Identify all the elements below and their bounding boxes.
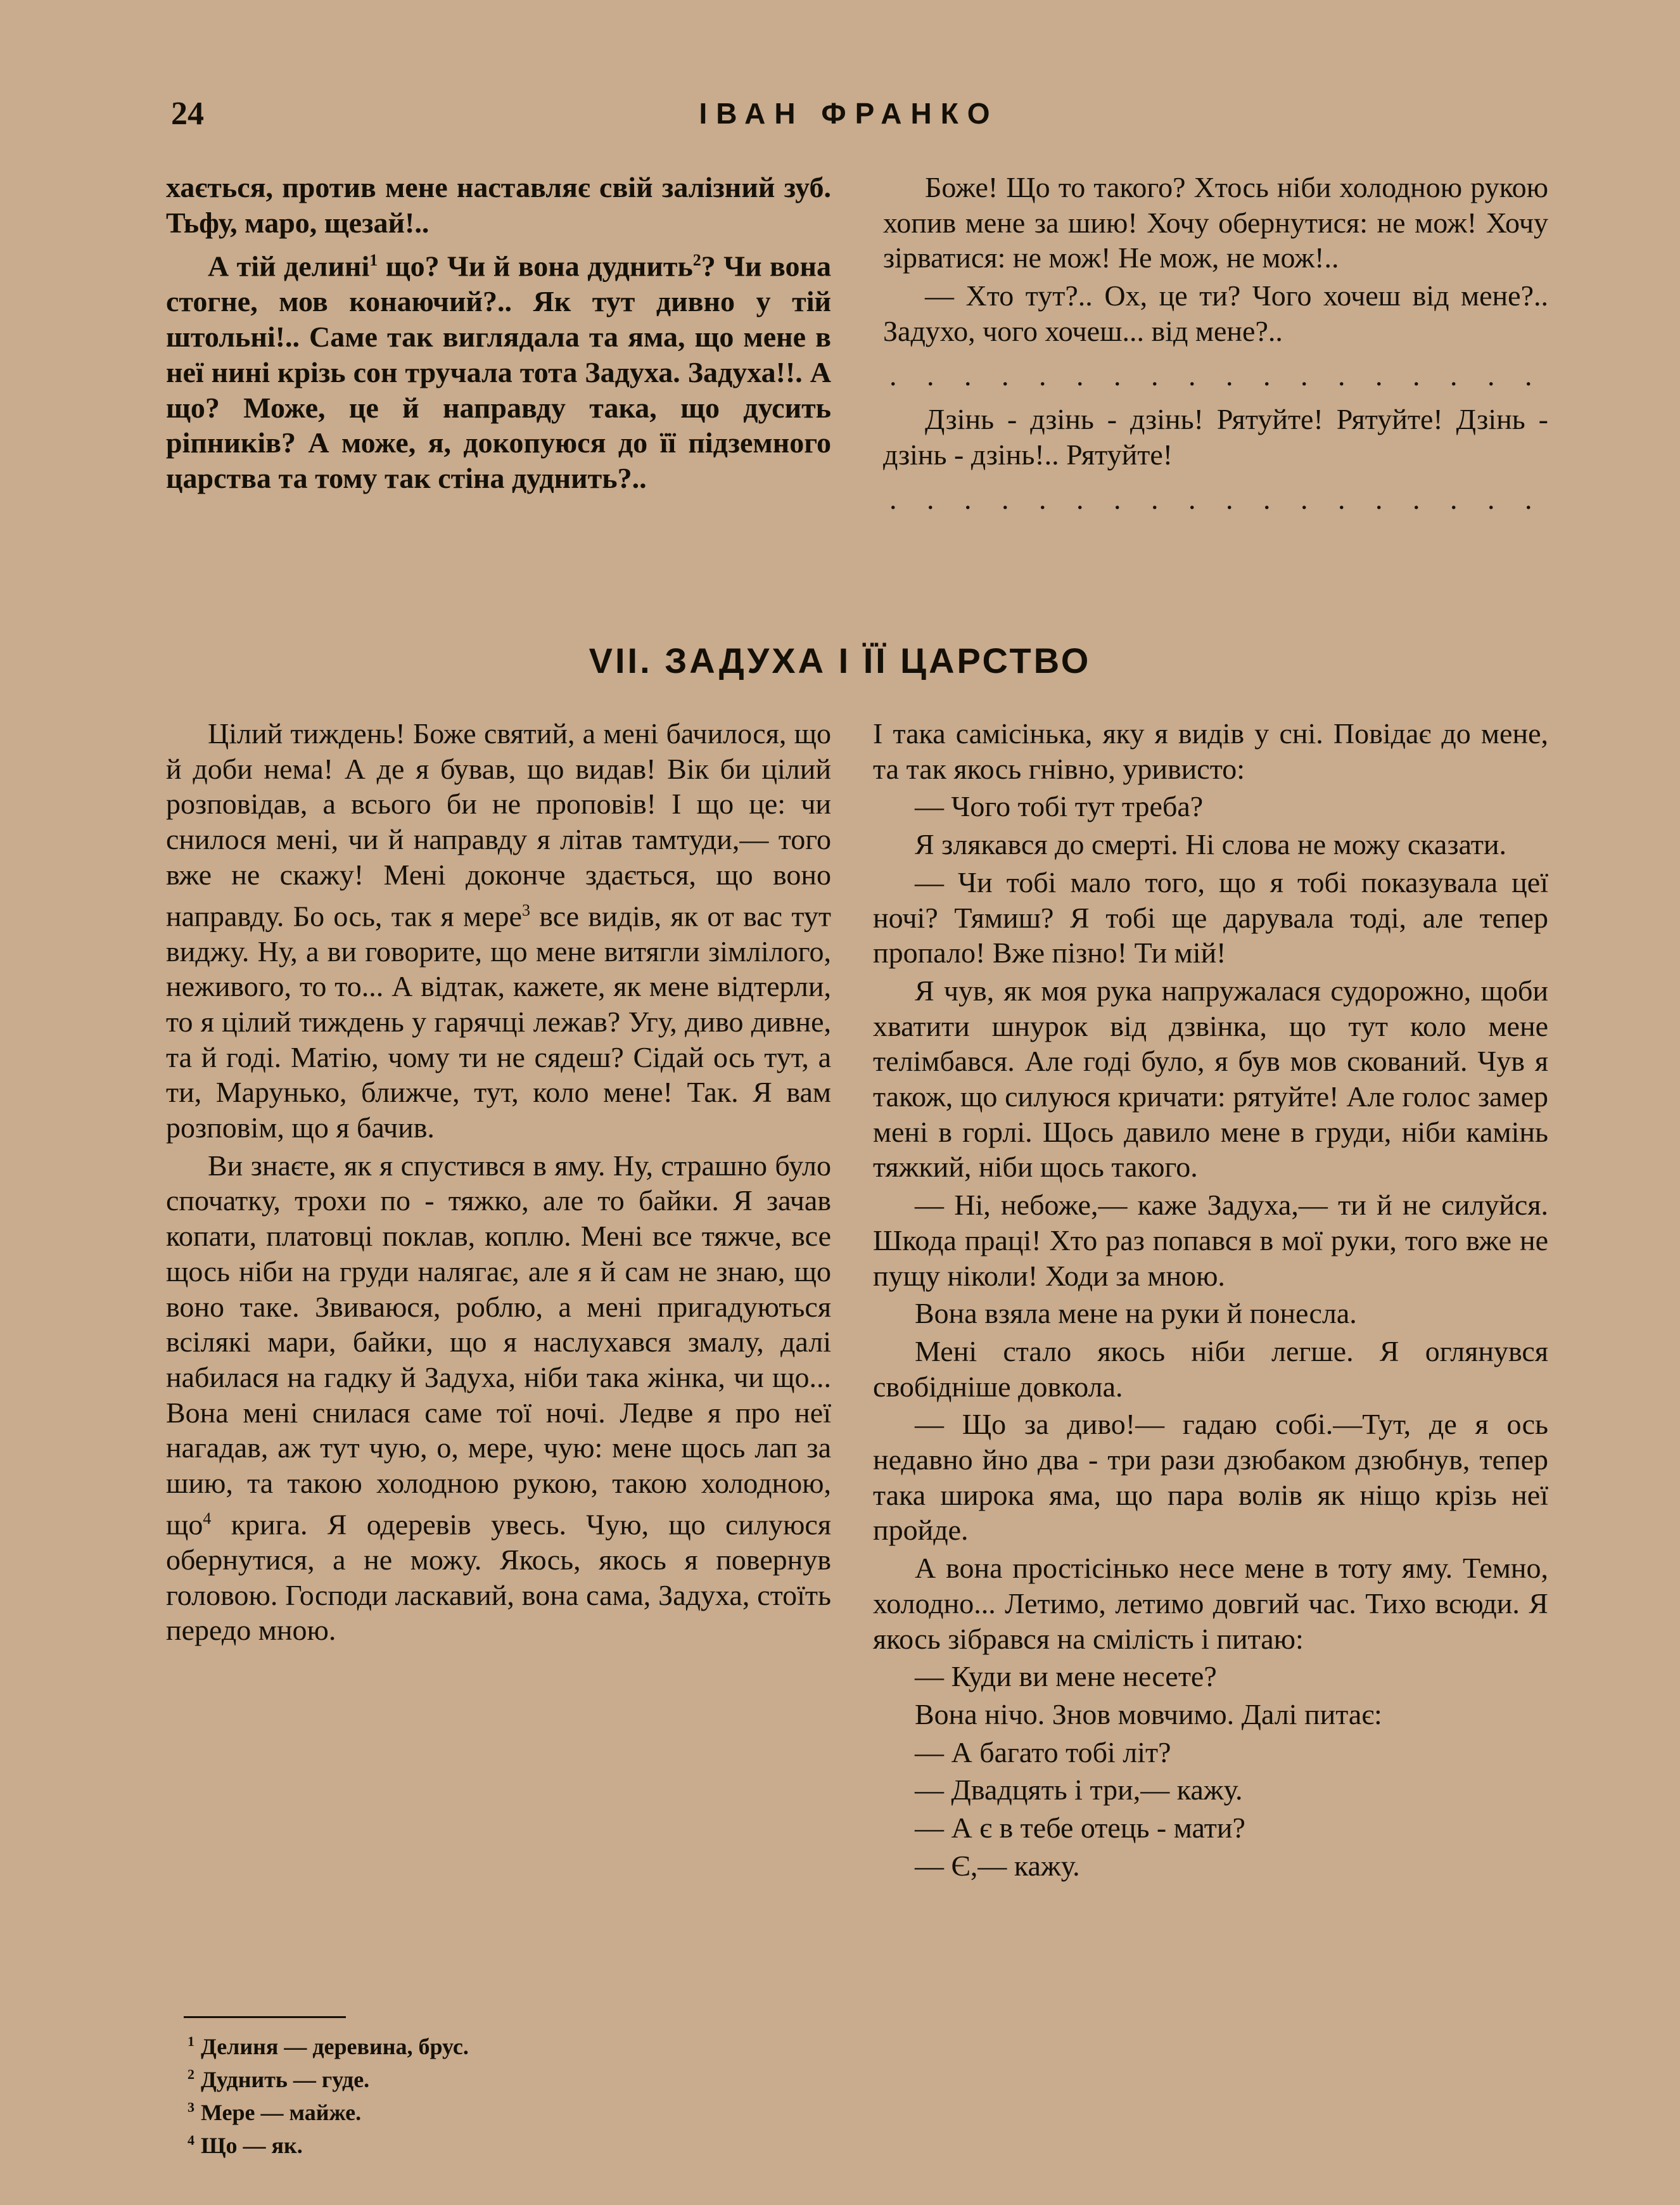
- paragraph: [166, 243, 831, 495]
- paragraph: Я чув, як моя рука напружалася судорожно, щоби хватити шнурок від дзвінка, що тут коло мене телімбався. Але годі було, я був мов скований. Чув я також, що силуюся кричати: рятуйте! Але голос замер мені в горлі. Щось давило мене в груди, ніби камінь тяжкий, ніби щось такого.: [873, 974, 1548, 1184]
- chapter-title: VII. ЗАДУХА І ЇЇ ЦАРСТВО: [589, 641, 1091, 681]
- top-right-column: [883, 170, 1548, 525]
- footnote: [188, 2061, 758, 2093]
- paragraph: А вона простісінько несе мене в тоту яму. Темно, холодно... Летимо, летимо довгий час. Тихо всюди. Я якось зібрався на смілість і питаю:: [873, 1552, 1548, 1655]
- paragraph-text: все видів, як от вас тут виджу. Ну, а ви говорите, що мене витягли зімлілого, неживого, то то... А відтак, кажете, як мене відтерли, то я цілий тиждень у гарячці лежав? Угу, диво дивне, та й годі. Матію, чому ти не сядеш? Сідай ось тут, а ти, Марунько, ближче, тут, коло мене! Так. Я вам розповім, що я бачив.: [166, 899, 831, 1144]
- footnote-mark: 1: [188, 2033, 194, 2049]
- paragraph: — Двадцять і три,— кажу.: [915, 1774, 1243, 1806]
- page-number: 24: [171, 96, 204, 132]
- paragraph: Мені стало якось ніби легше. Я оглянувся свобідніше довкола.: [873, 1334, 1548, 1403]
- paragraph-text: Ви знаєте, як я спустився в яму. Ну, страшно було спочатку, трохи по - тяжко, але то байки. Я зачав копати, платовці поклав, коплю. Мені все тяжче, все щось ніби на груди налягає, але я й сам не знаю, що воно таке. Звиваюся, роблю, а мені пригадуються всілякі мари, байки, що я наслухався змалу, далі набилася на гадку й Задуха, ніби така жінка, чи що... Вона мені снилася саме тої ночі. Ледве я про неї нагадав, аж тут чую, о, мере, чую: мене щось лап за шию, та такою холодною рукою, такою холодною, що: [166, 1149, 831, 1541]
- paragraph-text: Цілий тиждень! Боже святий, а мені бачилося, що й доби нема! А де я бував, що видав! Вік би цілий розповідав, а всього би не проповів! І що це: чи снилося мені, чи й направду я літав тамтуди,— того вже не скажу! Мені доконче здається, що воно направду. Бо ось, так я мере: [166, 717, 831, 932]
- footnote: [188, 2028, 758, 2061]
- paragraph: — Є,— кажу.: [915, 1849, 1080, 1882]
- footnote-text: Делиня — деревина, брус.: [201, 2034, 469, 2059]
- paragraph: — Куди ви мене несете?: [915, 1660, 1217, 1693]
- paragraph: Я злякався до смерті. Ні слова не можу сказати.: [915, 828, 1506, 861]
- paragraph: Боже! Що то такого? Хтось ніби холодною рукою хопив мене за шию! Хочу обернутися: не мож! Хочу зірватися: не мож! Не мож, не мож!..: [883, 171, 1548, 274]
- footnote-text: Що — як.: [201, 2133, 303, 2158]
- paragraph: [166, 716, 831, 1146]
- page-header: [171, 95, 1527, 139]
- paragraph-text: А тій делині: [208, 250, 370, 283]
- paragraph: — Чого тобі тут треба?: [915, 790, 1204, 823]
- paragraph: І така самісінька, яку я видів у сні. Повідає до мене, та так якось гнівно, уривисто:: [873, 717, 1548, 785]
- paragraph-text: ? Чи вона стогне, мов конаючий?.. Як тут дивно у тій штольні!.. Саме так виглядала та яма, що мене в неї нині крізь сон тручала тота Задуха. Задуха!!. А що? Може, це й направду така, що дусить ріпників? А може, я, докопуюся до її підземного царства та тому так стіна дуднить?..: [166, 250, 832, 494]
- paragraph: — Що за диво!— гадаю собі.—Тут, де я ось недавно йно два - три рази дзюбаком дзюбнув, тепер така широка яма, що пара волів як ніщо крізь неї пройде.: [873, 1408, 1548, 1547]
- footnote-ref: 1: [369, 251, 378, 270]
- footnote-text: Мере — майже.: [201, 2100, 362, 2125]
- paragraph: Вона взяла мене на руки й понесла.: [915, 1297, 1357, 1330]
- paragraph: — Ні, небоже,— каже Задуха,— ти й не силуйся. Шкода праці! Хто раз попався в мої руки, того вже не пущу ніколи! Ходи за мною.: [873, 1189, 1548, 1292]
- paragraph: [166, 1148, 831, 1648]
- paragraph-text: крига. Я одеревів увесь. Чую, що силуюся обернутися, а не можу. Якось, якось я повернув головою. Господи ласкавий, вона сама, Задуха, стоїть передо мною.: [166, 1508, 831, 1647]
- paragraph: хається, против мене наставляє свій залізний зуб. Тьфу, маро, щезай!..: [166, 171, 831, 239]
- bottom-right-column: [873, 716, 1548, 1886]
- bottom-left-column: [166, 716, 831, 1651]
- footnotes: [188, 2028, 758, 2159]
- paragraph: — А багато тобі літ?: [915, 1735, 1171, 1768]
- footnote-ref: 4: [203, 1509, 212, 1528]
- footnote: [188, 2126, 758, 2159]
- footnote: [188, 2093, 758, 2126]
- paragraph: — Хто тут?.. Ох, це ти? Чого хочеш від мене?.. Задухо, чого хочеш... від мене?..: [883, 279, 1548, 347]
- footnote-ref: 3: [521, 900, 530, 919]
- footnote-text: Дуднить — гуде.: [201, 2067, 370, 2092]
- paragraph: — А є в тебе отець - мати?: [915, 1812, 1245, 1844]
- footnote-mark: 3: [188, 2099, 194, 2115]
- running-title: ІВАН ФРАНКО: [699, 97, 999, 130]
- footnote-ref: 2: [692, 251, 701, 270]
- footnote-divider: [184, 2016, 346, 2018]
- paragraph: — Чи тобі мало того, що я тобі показувала цеї ночі? Тямиш? Я тобі ще дарувала тоді, але тепер пропало! Вже пізно! Ти мій!: [873, 866, 1548, 969]
- ellipsis-divider: . . . . . . . . . . . . . . . . . .: [889, 482, 1544, 515]
- ellipsis-divider: . . . . . . . . . . . . . . . . . .: [889, 359, 1544, 392]
- footnote-mark: 4: [188, 2132, 194, 2148]
- paragraph: Вона нічо. Знов мовчимо. Далі питає:: [915, 1697, 1382, 1730]
- paragraph: Дзінь - дзінь - дзінь! Рятуйте! Рятуйте! Дзінь - дзінь - дзінь!.. Рятуйте!: [883, 403, 1548, 471]
- paragraph-text: що? Чи й вона дуднить: [378, 250, 693, 283]
- footnote-mark: 2: [188, 2066, 194, 2082]
- top-left-column: [166, 170, 831, 499]
